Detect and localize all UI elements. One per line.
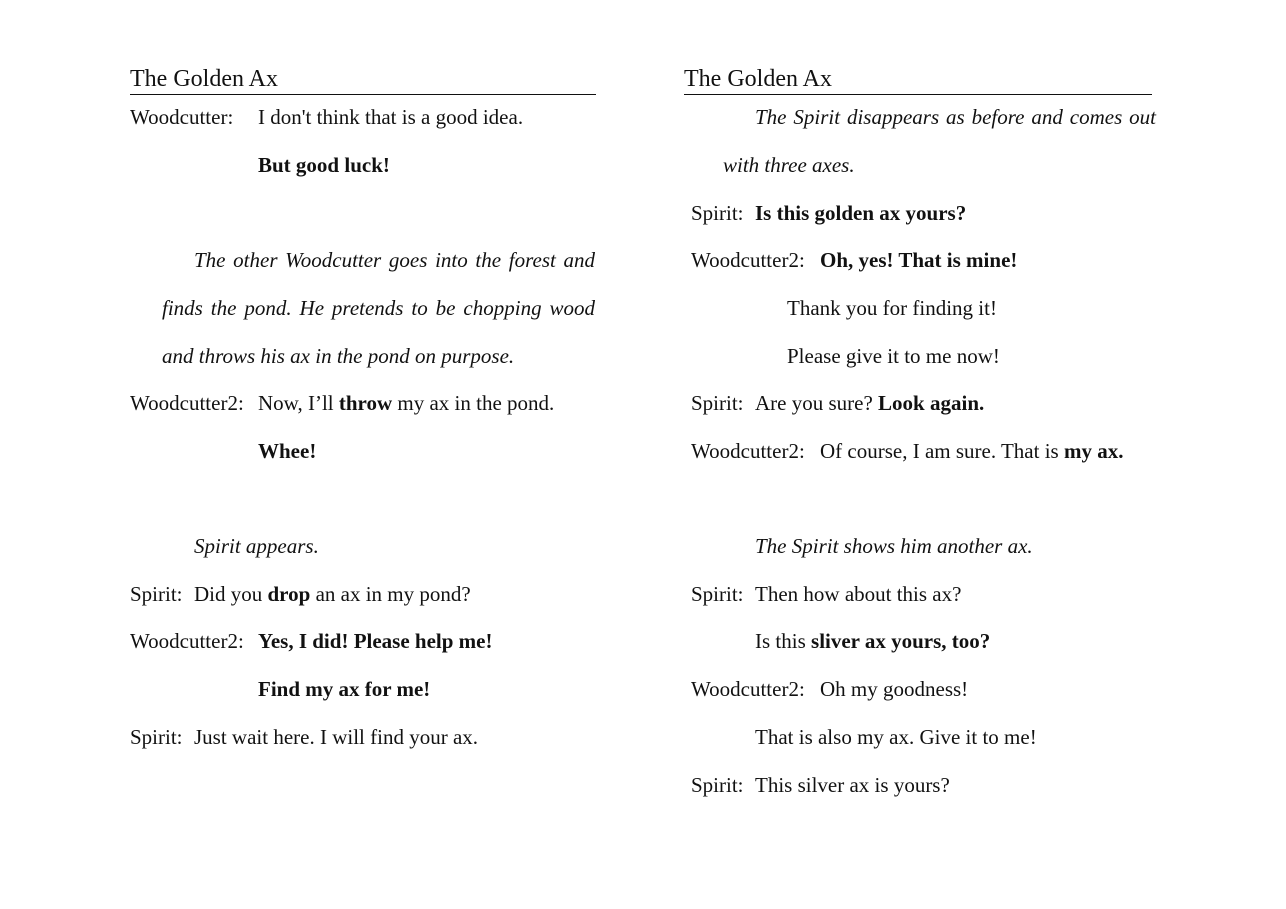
dialogue-line: Please give it to me now! xyxy=(787,344,1000,368)
emphasis-text: Is this golden ax yours? xyxy=(755,201,967,225)
emphasis-text: drop xyxy=(267,582,311,606)
dialogue-line: Oh my goodness! xyxy=(820,677,969,701)
stage-direction: with three axes. xyxy=(723,153,855,177)
dialogue-text: an ax in my pond? xyxy=(310,582,471,606)
stage-direction: The Spirit disappears as before and comes out xyxy=(755,105,1156,129)
emphasis-text: Find my ax for me! xyxy=(258,677,431,701)
dialogue-line: Then how about this ax? xyxy=(755,582,962,606)
speaker-label: Spirit: xyxy=(130,725,183,749)
speaker-label: Spirit: xyxy=(130,582,183,606)
dialogue-line xyxy=(755,199,966,227)
dialogue-text: Of course, I am sure. That is xyxy=(820,439,1064,463)
dialogue-line xyxy=(194,580,471,608)
emphasis-text: Whee! xyxy=(258,439,317,463)
dialogue-line: That is also my ax. Give it to me! xyxy=(755,725,1037,749)
dialogue-text: Did you xyxy=(194,582,268,606)
dialogue-line: Thank you for finding it! xyxy=(787,296,997,320)
speaker-label: Woodcutter2: xyxy=(130,391,244,415)
dialogue-text: Is this xyxy=(755,629,812,653)
emphasis-text: my ax. xyxy=(1063,439,1124,463)
speaker-label: Woodcutter2: xyxy=(691,677,805,701)
dialogue-line xyxy=(258,437,316,465)
dialogue-line xyxy=(820,246,1017,274)
emphasis-text: Oh, yes! That is mine! xyxy=(820,248,1018,272)
stage-direction: Spirit appears. xyxy=(194,534,319,558)
emphasis-text: throw xyxy=(338,391,393,415)
speaker-label: Spirit: xyxy=(691,201,744,225)
speaker-label: Woodcutter: xyxy=(130,105,234,129)
emphasis-text: sliver ax yours, too? xyxy=(811,629,991,653)
speaker-label: Woodcutter2: xyxy=(130,629,244,653)
emphasis-text: But good luck! xyxy=(258,153,390,177)
left-page-title: The Golden Ax xyxy=(130,64,596,95)
dialogue-line xyxy=(258,627,493,655)
stage-direction: and throws his ax in the pond on purpose. xyxy=(162,344,515,368)
speaker-label: Woodcutter2: xyxy=(691,248,805,272)
speaker-label: Woodcutter2: xyxy=(691,439,805,463)
dialogue-line xyxy=(258,675,430,703)
dialogue-text: Are you sure? xyxy=(755,391,879,415)
dialogue-text: Now, I’ll xyxy=(258,391,339,415)
dialogue-line xyxy=(258,151,390,179)
stage-direction: finds the pond. He pretends to be chopping wood xyxy=(162,296,595,320)
speaker-label: Spirit: xyxy=(691,773,744,797)
right-page-title: The Golden Ax xyxy=(684,64,1152,95)
dialogue-line: I don't think that is a good idea. xyxy=(258,105,524,129)
dialogue-line xyxy=(258,389,554,417)
dialogue-line xyxy=(755,627,990,655)
dialogue-line xyxy=(755,389,984,417)
dialogue-line xyxy=(820,437,1123,465)
speaker-label: Spirit: xyxy=(691,582,744,606)
dialogue-text: my ax in the pond. xyxy=(392,391,555,415)
dialogue-line: Just wait here. I will find your ax. xyxy=(194,725,479,749)
emphasis-text: Look again. xyxy=(878,391,985,415)
dialogue-line: This silver ax is yours? xyxy=(755,773,950,797)
emphasis-text: Yes, I did! Please help me! xyxy=(258,629,493,653)
stage-direction: The Spirit shows him another ax. xyxy=(755,534,1033,558)
speaker-label: Spirit: xyxy=(691,391,744,415)
stage-direction: The other Woodcutter goes into the forest and xyxy=(194,248,595,272)
